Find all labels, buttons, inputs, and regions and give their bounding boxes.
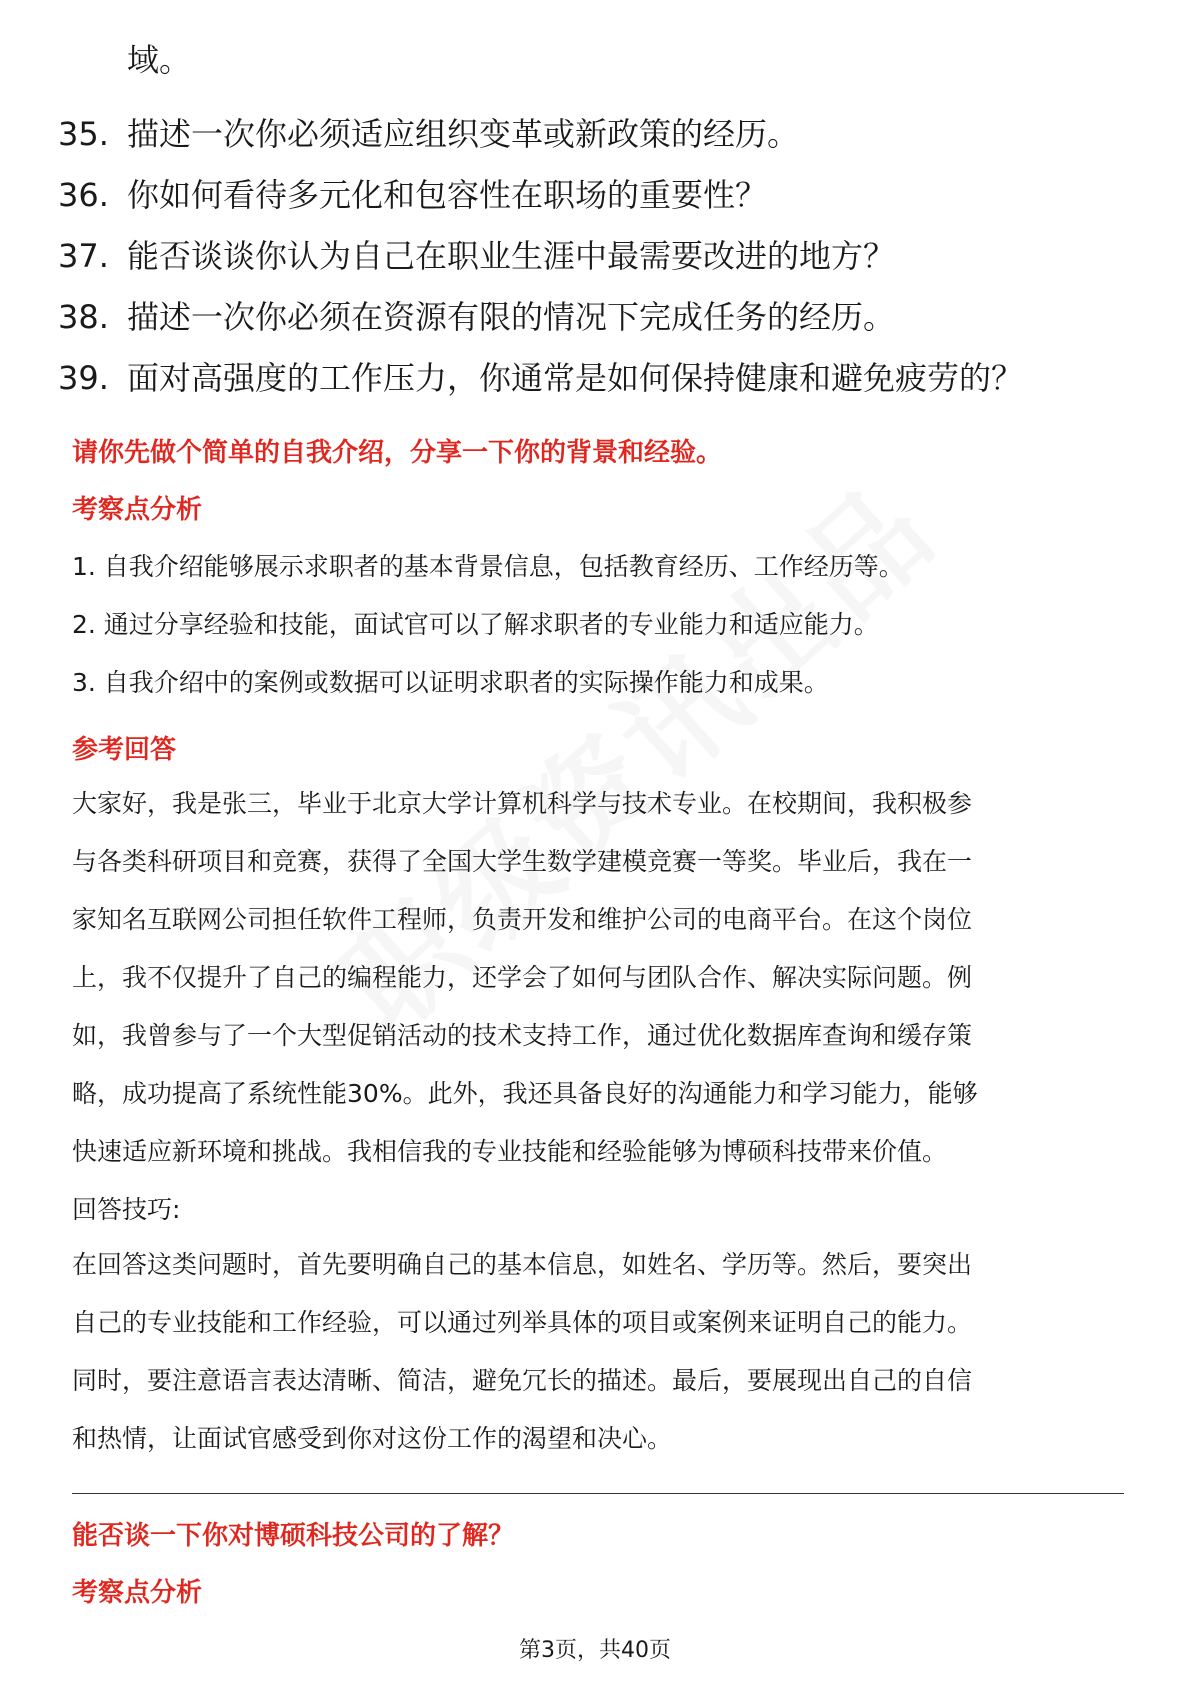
reference-line: 与各类科研项目和竞赛，获得了全国大学生数学建模竞赛一等奖。毕业后，我在一 [72,847,973,876]
section2-title: 能否谈一下你对博硕科技公司的了解？ [72,1521,515,1551]
section1-reference-heading: 参考回答 [72,735,177,765]
tips-text [72,1236,1122,1468]
question-item [58,297,1158,358]
tips-heading: 回答技巧: [72,1195,181,1224]
continuation-text: 域。 [127,41,192,79]
question-text: 描述一次你必须适应组织变革或新政策的经历。 [127,115,800,153]
section2-analysis-heading: 考察点分析 [72,1578,203,1608]
section1-title: 请你先做个简单的自我介绍，分享一下你的背景和经验。 [72,438,723,468]
analysis-item: 1. 自我介绍能够展示求职者的基本背景信息，包括教育经历、工作经历等。 [72,552,904,581]
question-text: 你如何看待多元化和包容性在职场的重要性？ [127,176,768,214]
page-footer: 第3页，共40页 [519,1638,671,1663]
tips-line: 同时，要注意语言表达清晰、简洁，避免冗长的描述。最后，要展现出自己的自信 [72,1366,973,1395]
reference-line: 大家好，我是张三，毕业于北京大学计算机科学与技术专业。在校期间，我积极参 [72,789,973,818]
section1-analysis-heading: 考察点分析 [72,495,203,525]
question-item [58,175,1158,236]
question-text: 描述一次你必须在资源有限的情况下完成任务的经历。 [127,298,896,336]
reference-line: 上，我不仅提升了自己的编程能力，还学会了如何与团队合作、解决实际问题。例 [72,963,973,992]
reference-answer [72,775,1122,1181]
tips-line: 和热情，让面试官感受到你对这份工作的渴望和决心。 [72,1424,673,1453]
question-text: 能否谈谈你认为自己在职业生涯中最需要改进的地方？ [127,237,896,275]
question-number: 37. [58,237,109,275]
reference-line: 略，成功提高了系统性能30%。此外，我还具备良好的沟通能力和学习能力，能够 [72,1079,978,1108]
question-list [58,114,1158,419]
question-item [58,114,1158,175]
tips-line: 在回答这类问题时，首先要明确自己的基本信息，如姓名、学历等。然后，要突出 [72,1250,973,1279]
question-number: 38. [58,298,109,336]
reference-line: 快速适应新环境和挑战。我相信我的专业技能和经验能够为博硕科技带来价值。 [72,1137,948,1166]
question-item [58,236,1158,297]
section-divider [72,1493,1124,1494]
analysis-item: 3. 自我介绍中的案例或数据可以证明求职者的实际操作能力和成果。 [72,668,829,697]
question-number: 36. [58,176,109,214]
question-number: 35. [58,115,109,153]
question-number: 39. [58,359,109,397]
tips-line: 自己的专业技能和工作经验，可以通过列举具体的项目或案例来证明自己的能力。 [72,1308,973,1337]
reference-line: 如，我曾参与了一个大型促销活动的技术支持工作，通过优化数据库查询和缓存策 [72,1021,973,1050]
question-text: 面对高强度的工作压力，你通常是如何保持健康和避免疲劳的？ [127,359,1024,397]
analysis-item: 2. 通过分享经验和技能，面试官可以了解求职者的专业能力和适应能力。 [72,610,879,639]
reference-line: 家知名互联网公司担任软件工程师，负责开发和维护公司的电商平台。在这个岗位 [72,905,973,934]
question-item [58,358,1158,419]
